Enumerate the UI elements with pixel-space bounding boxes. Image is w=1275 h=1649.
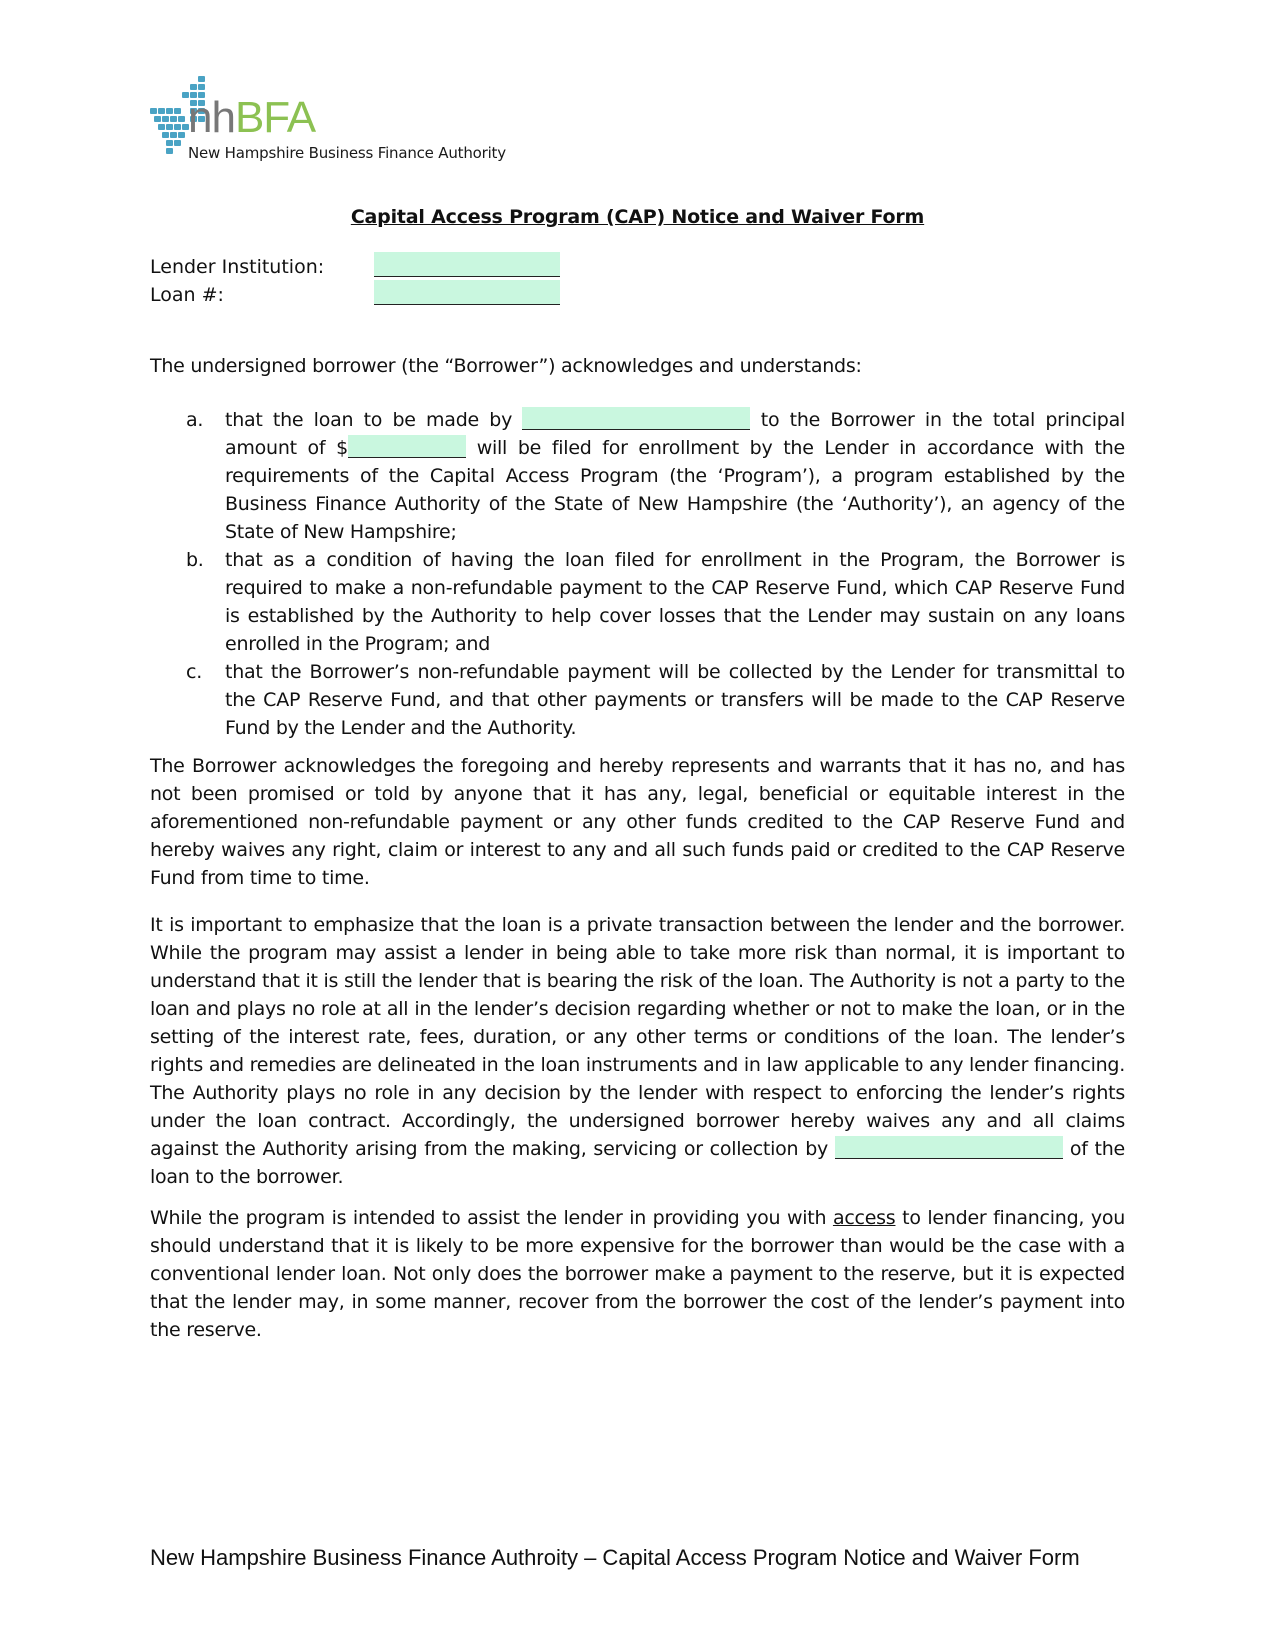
collector-name-field[interactable] xyxy=(835,1136,1063,1159)
list-item: a. that the loan to be made by to the Borrower in the total principal amount of $ will be filed for enrollment by the Lender in accordance with the requirements of the Capital Access Program (the ‘Program’), a program established by the Business Finance Authority of the State of New Hampshire (the ‘Authority’), an agency of the State of New Hampshire; xyxy=(186,406,1125,546)
list-marker: b. xyxy=(186,549,204,571)
logo-wordmark: nhBFA xyxy=(188,93,316,142)
lender-institution-row xyxy=(150,252,560,281)
lender-name-field[interactable] xyxy=(522,407,750,430)
loan-number-row xyxy=(150,280,560,309)
lender-institution-label: Lender Institution: xyxy=(150,256,325,278)
loan-number-field[interactable] xyxy=(374,280,560,305)
page-title: Capital Access Program (CAP) Notice and Waiver Form xyxy=(350,206,925,228)
list-marker: c. xyxy=(186,661,202,683)
logo-subtitle: New Hampshire Business Finance Authority xyxy=(188,144,506,162)
nhbfa-logo xyxy=(150,76,530,166)
waiver-paragraph: The Borrower acknowledges the foregoing and hereby represents and warrants that it has no, and has not been promised or told by anyone that it has any, legal, beneficial or equitable interest in the aforementioned non-refundable payment or any other funds credited to the CAP Reserve Fund and hereby waives any right, claim or interest to any and all such funds paid or credited to the CAP Reserve Fund from time to time. xyxy=(150,755,1125,889)
page-footer: New Hampshire Business Finance Authroity – Capital Access Program Notice and Waiver Form xyxy=(150,1545,1080,1570)
access-underlined: access xyxy=(832,1207,896,1229)
loan-number-label: Loan #: xyxy=(150,284,224,306)
acknowledgement-list xyxy=(186,406,1125,742)
private-transaction-paragraph: It is important to emphasize that the loan is a private transaction between the lender and the borrower. While the program may assist a lender in being able to take more risk than normal, it is important to understand that it is still the lender that is bearing the risk of the loan. The Authority is not a party to the loan and plays no role at all in the lender’s decision regarding whether or not to make the loan, or in the setting of the interest rate, fees, duration, or any other terms or conditions of the loan. The lender’s rights and remedies are delineated in the loan instruments and in law applicable to any lender financing. The Authority plays no role in any decision by the lender with respect to enforcing the lender’s rights under the loan contract. Accordingly, the undersigned borrower hereby waives any and all claims against the Authority arising from the making, servicing or collection by of the loan to the borrower. xyxy=(150,914,1125,1188)
cost-notice-paragraph: While the program is intended to assist the lender in providing you with access to lender financing, you should understand that it is likely to be more expensive for the borrower than would be the case with a conventional lender loan. Not only does the borrower make a payment to the reserve, but it is expected that the lender may, in some manner, recover from the borrower the cost of the lender’s payment into the reserve. xyxy=(150,1207,1125,1341)
lender-institution-field[interactable] xyxy=(374,252,560,277)
list-item: c. that the Borrower’s non-refundable payment will be collected by the Lender for transmittal to the CAP Reserve Fund, and that other payments or transfers will be made to the CAP Reserve Fund by the Lender and the Authority. xyxy=(186,658,1125,742)
intro-text: The undersigned borrower (the “Borrower”) acknowledges and understands: xyxy=(150,355,862,377)
list-item: b. that as a condition of having the loan filed for enrollment in the Program, the Borrower is required to make a non-refundable payment to the CAP Reserve Fund, which CAP Reserve Fund is established by the Authority to help cover losses that the Lender may sustain on any loans enrolled in the Program; and xyxy=(186,546,1125,658)
list-marker: a. xyxy=(186,409,204,431)
principal-amount-field[interactable] xyxy=(348,435,466,458)
